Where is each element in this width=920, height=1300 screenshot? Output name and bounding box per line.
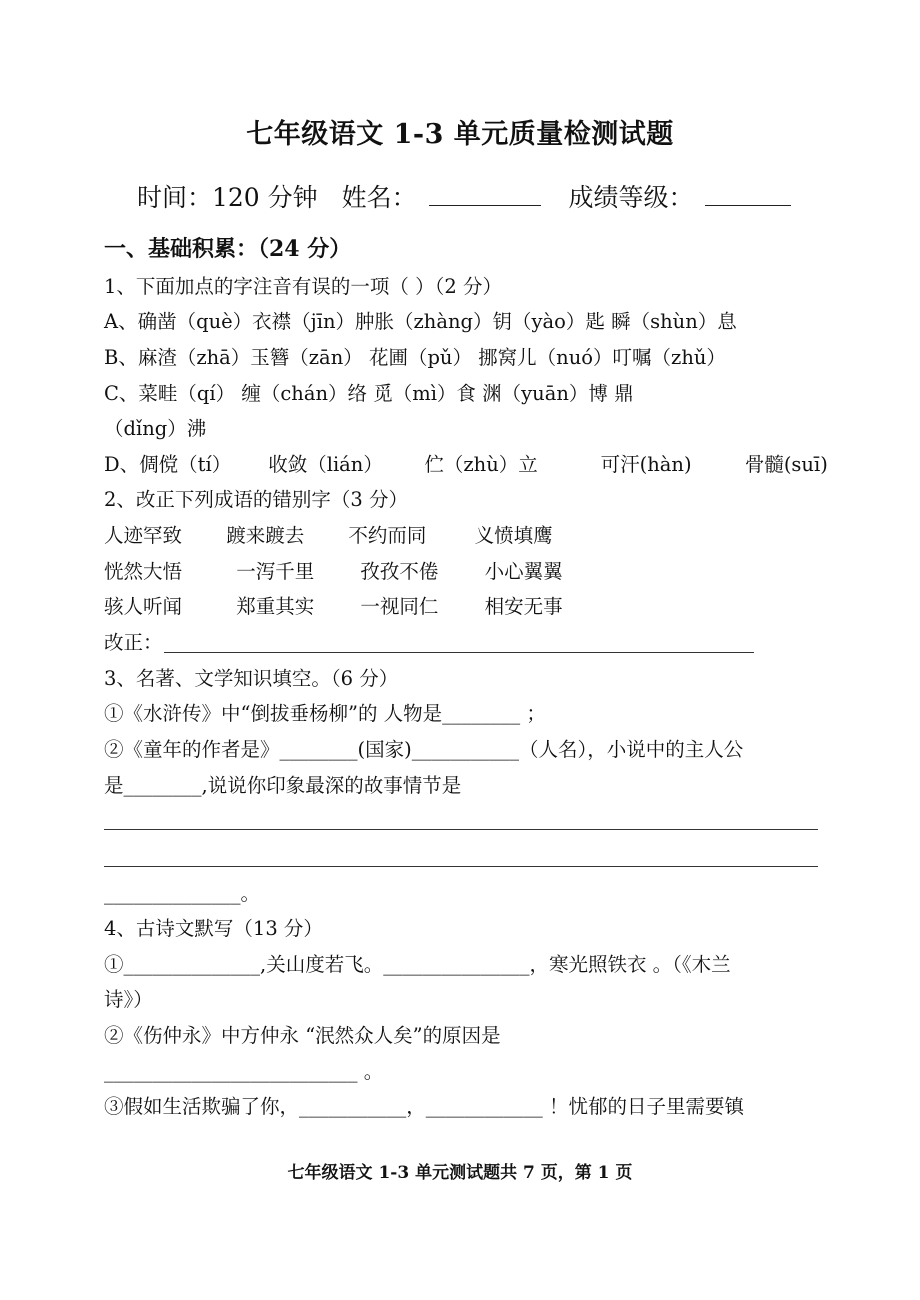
q2-idiom: 不约而同 [348,524,427,547]
name-blank[interactable] [429,183,541,206]
q2-idiom-row [104,559,563,585]
q2-prompt: 2、改正下列成语的错别字（3 分） [104,488,409,511]
q1-d-word: 骨髓(suī) [744,453,828,476]
q3-answer-end: ______________。 [104,882,261,905]
q1-option-d [104,452,828,478]
q1-option-a: A、确凿（què）衣襟（jīn）肿胀（zhàng）钥（yào）匙 瞬（shùn）息 [104,310,737,333]
q3-item-2: ②《童年的作者是》________(国家)___________（人名），小说中的主人公 [104,738,744,761]
q2-idiom: 踱来踱去 [226,524,305,547]
page-footer: 七年级语文 1-3 单元测试题共 7 页，第 1 页 [287,1163,633,1183]
q2-idiom: 恍然大悟 [104,560,183,583]
q2-correction-line[interactable] [164,652,754,653]
q1-option-c-cont: （dǐng）沸 [104,417,207,440]
name-label: 姓名： [341,183,417,212]
q2-idiom-row [104,594,563,620]
q4-item-2-cont: __________________________ 。 [104,1060,384,1083]
q2-idiom-row [104,523,553,549]
q1-d-word: 可汗(hàn) [600,453,692,476]
q2-idiom: 一泻千里 [236,560,315,583]
q3-item-1: ①《水浒传》中“倒拔垂杨柳”的 人物是________ ； [104,702,546,725]
q3-prompt: 3、名著、文学知识填空。（6 分） [104,667,399,690]
q2-idiom: 小心翼翼 [484,560,563,583]
section-heading: 一、基础积累：（24 分） [104,236,352,262]
q3-answer-line[interactable] [104,829,818,830]
grade-label: 成绩等级： [568,183,694,212]
q2-correction-label: 改正： [104,631,163,654]
q4-item-3: ③假如生活欺骗了你，___________，____________ ！忧郁的日子里需要镇 [104,1095,744,1118]
page-title: 七年级语文 1-3 单元质量检测试题 [246,119,674,150]
q2-idiom: 骇人听闻 [104,595,183,618]
q1-d-word: 伫（zhù）立 [424,453,538,476]
q4-item-1-cont: 诗》） [104,988,153,1011]
q4-item-1: ①______________,关山度若飞。_______________，寒光照铁衣 。（《木兰 [104,953,731,976]
q2-idiom: 相安无事 [484,595,563,618]
q2-idiom: 义愤填鹰 [474,524,553,547]
q1-option-b: B、麻渣（zhā）玉簪（zān） 花圃（pǔ） 挪窝儿（nuó）叮嘱（zhǔ） [104,346,726,369]
q1-prompt: 1、下面加点的字注音有误的一项（ ）（2 分） [104,275,502,298]
q4-item-2: ②《伤仲永》中方仲永 “泯然众人矣”的原因是 [104,1024,501,1047]
q1-d-word: D、倜傥（tí） [104,453,232,476]
q3-answer-line[interactable] [104,866,818,867]
q2-idiom: 孜孜不倦 [360,560,439,583]
q1-option-c: C、菜畦（qí） 缠（chán）络 觅（mì）食 渊（yuān）博 鼎 [104,382,634,405]
q2-idiom: 郑重其实 [236,595,315,618]
grade-blank[interactable] [705,183,791,206]
time-label: 时间：120 分钟 [137,183,318,212]
q2-idiom: 一视同仁 [360,595,439,618]
q4-prompt: 4、古诗文默写（13 分） [104,917,323,940]
q2-idiom: 人迹罕致 [104,524,183,547]
exam-meta [137,178,795,214]
q3-item-2-cont: 是________,说说你印象最深的故事情节是 [104,774,462,797]
q1-d-word: 收敛（lián） [268,453,383,476]
